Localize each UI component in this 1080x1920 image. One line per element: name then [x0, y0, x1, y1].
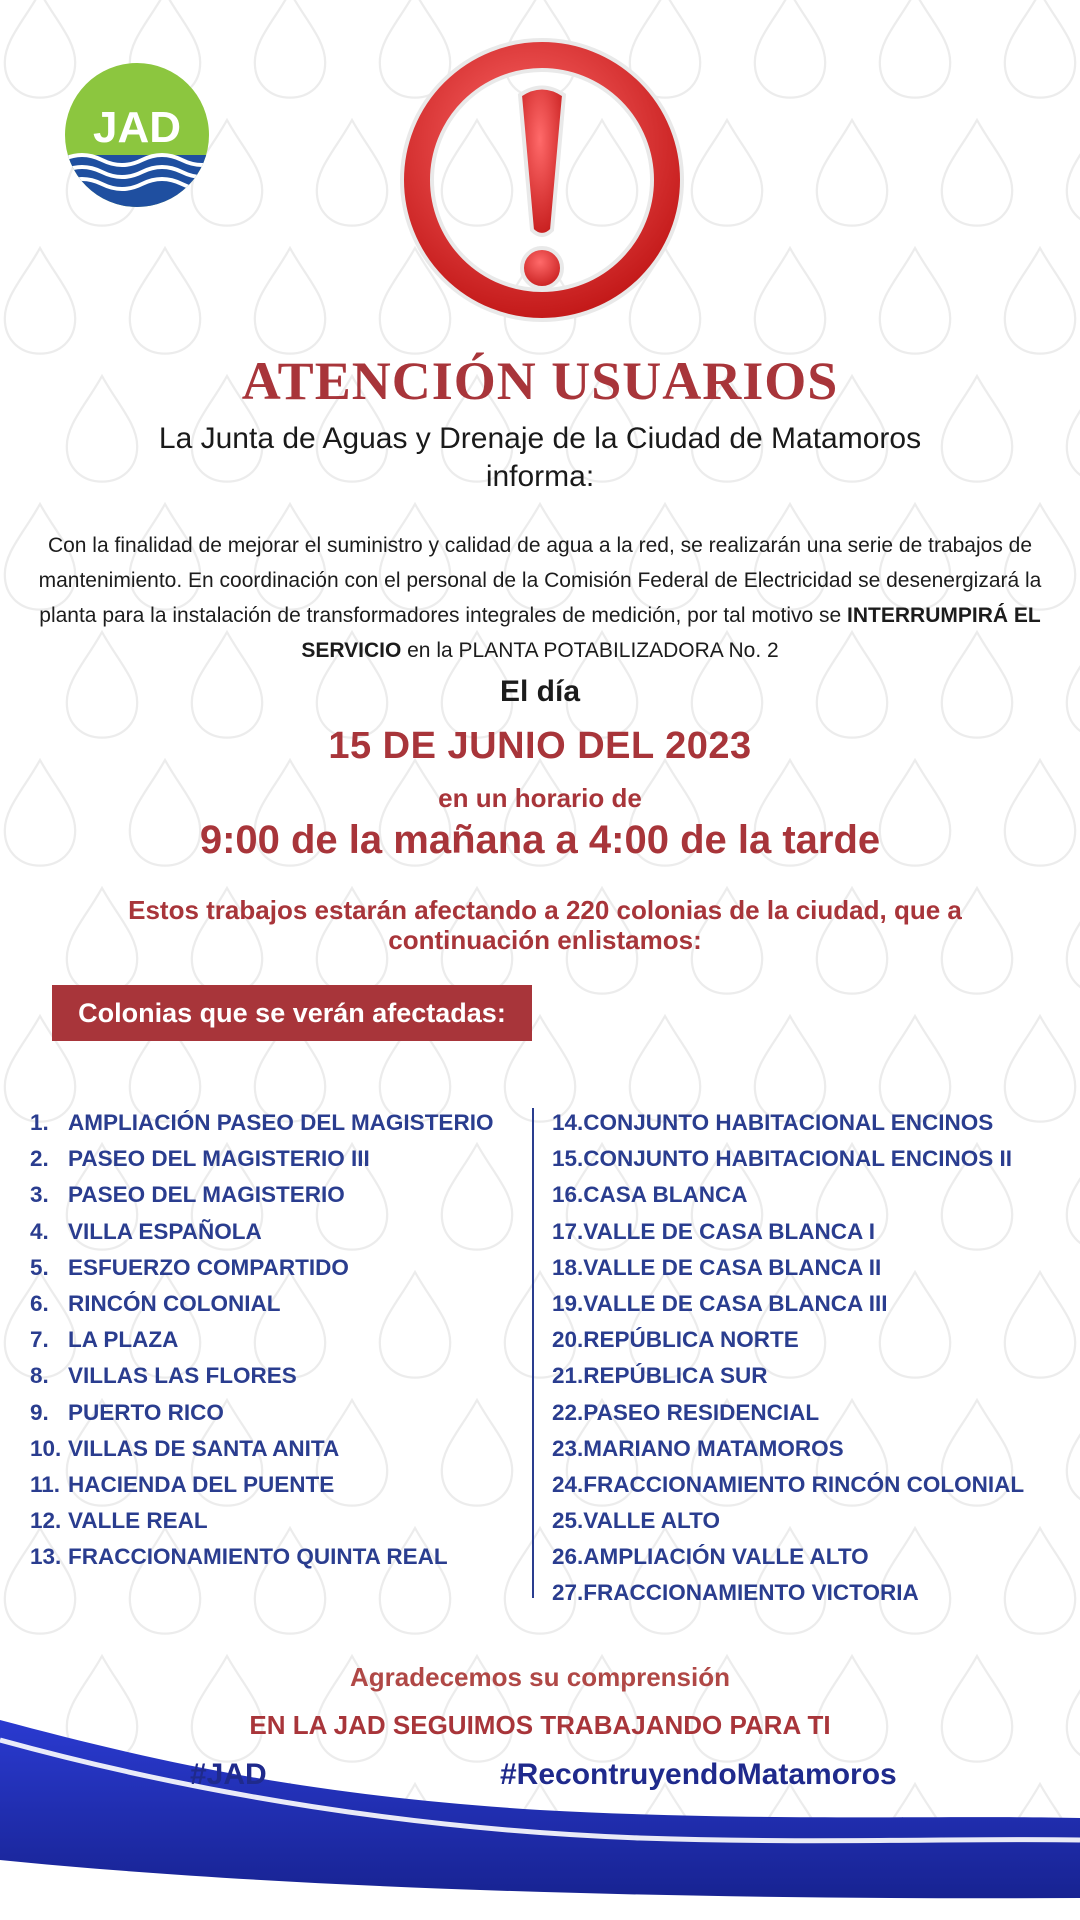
colonia-name: VALLE ALTO: [583, 1508, 720, 1534]
announcement-body: [14, 528, 1066, 668]
colonia-name: VALLE DE CASA BLANCA I: [583, 1218, 875, 1244]
body-text-part-1: Con la finalidad de mejorar el suministro y calidad de agua a la red, se realizarán una serie de trabajos de mantenimiento. En coordinación con el personal de la Comisión Federal de Electricidad se desenergizará la planta para la instalación de transformadores integrales de medición, por tal motivo se: [38, 534, 1042, 627]
colonia-number: 21.: [552, 1363, 584, 1389]
water-drop-icon: [880, 0, 950, 98]
colonia-name: LA PLAZA: [68, 1327, 179, 1353]
colonia-name: CASA BLANCA: [583, 1182, 748, 1208]
colonia-number: 6.: [30, 1290, 49, 1316]
colonia-number: 15.: [552, 1146, 584, 1172]
affected-notice: [25, 895, 1065, 955]
colonia-number: 4.: [30, 1218, 49, 1244]
water-drop-icon: [1067, 888, 1080, 994]
colonia-list-item: [30, 1177, 493, 1213]
subtitle-line-2: informa:: [485, 460, 595, 493]
colonia-list-item: [552, 1539, 1024, 1575]
colonia-name: VILLAS LAS FLORES: [68, 1363, 297, 1389]
colonia-list-item: [30, 1214, 493, 1250]
list-divider: [532, 1108, 534, 1598]
water-drop-icon: [317, 120, 387, 226]
water-drop-icon: [880, 248, 950, 354]
colonia-number: 26.: [552, 1544, 584, 1570]
water-drop-icon: [755, 0, 825, 98]
colonia-name: PASEO DEL MAGISTERIO III: [68, 1146, 370, 1172]
water-drop-icon: [130, 248, 200, 354]
subtitle-line-1: La Junta de Aguas y Drenaje de la Ciudad de Matamoros: [158, 422, 922, 455]
water-drop-icon: [1067, 120, 1080, 226]
water-drop-icon: [1005, 248, 1075, 354]
colonia-number: 7.: [30, 1327, 49, 1353]
colonia-number: 1.: [30, 1110, 49, 1135]
colonia-list-item: [30, 1467, 493, 1503]
colonia-list-item: [552, 1575, 1024, 1611]
colonia-number: 24.: [552, 1471, 584, 1497]
colonia-number: 18.: [552, 1254, 584, 1280]
colonia-number: 27.: [552, 1580, 584, 1606]
colonia-list-item: [30, 1431, 493, 1467]
colonia-name: VALLE DE CASA BLANCA III: [583, 1290, 888, 1316]
colonia-list-item: [552, 1250, 1024, 1286]
colonia-number: 9.: [30, 1399, 49, 1425]
hashtag-reconstruyendo: #RecontruyendoMatamoros: [500, 1758, 897, 1791]
colonia-name: VALLE DE CASA BLANCA II: [583, 1254, 882, 1280]
water-drop-icon: [942, 120, 1012, 226]
colonia-name: PASEO DEL MAGISTERIO: [68, 1182, 345, 1208]
colonia-name: RINCÓN COLONIAL: [68, 1290, 281, 1316]
colonia-number: 17.: [552, 1218, 584, 1244]
body-text-bold: INTERRUMPIRÁ EL SERVICIO: [301, 604, 1041, 662]
colonia-number: 20.: [552, 1327, 584, 1353]
colonia-name: ESFUERZO COMPARTIDO: [68, 1254, 349, 1280]
colonia-list-item: [552, 1467, 1024, 1503]
colonia-number: 16.: [552, 1182, 584, 1208]
colonia-name: CONJUNTO HABITACIONAL ENCINOS II: [583, 1146, 1013, 1172]
colonias-list-right: [552, 1105, 1024, 1612]
horario-label: en un horario de: [438, 783, 642, 813]
colonia-list-item: [30, 1539, 493, 1575]
water-drop-icon: [1067, 1144, 1080, 1250]
colonia-number: 10.: [30, 1435, 62, 1461]
slogan: EN LA JAD SEGUIMOS TRABAJANDO PARA TI: [249, 1710, 831, 1740]
date-heading: 15 DE JUNIO DEL 2023: [328, 725, 752, 767]
colonia-number: 23.: [552, 1435, 584, 1461]
hashtag-jad: #JAD: [190, 1758, 267, 1791]
colonia-name: MARIANO MATAMOROS: [583, 1435, 844, 1461]
colonia-name: REPÚBLICA SUR: [583, 1363, 768, 1389]
exclamation-circle-icon: [392, 30, 692, 330]
colonia-list-item: [30, 1105, 493, 1141]
affected-notice-line-2: continuación enlistamos:: [388, 925, 702, 955]
subtitle: [0, 420, 1080, 496]
colonia-number: 5.: [30, 1254, 49, 1280]
water-drop-icon: [817, 120, 887, 226]
colonia-list-item: [552, 1141, 1024, 1177]
colonia-list-item: [552, 1503, 1024, 1539]
logo-text: JAD: [92, 103, 182, 152]
colonia-number: 3.: [30, 1182, 49, 1208]
colonias-list-left: [30, 1105, 493, 1575]
colonia-name: CONJUNTO HABITACIONAL ENCINOS: [583, 1110, 994, 1135]
colonia-list-item: [552, 1431, 1024, 1467]
colonia-number: 2.: [30, 1146, 49, 1172]
colonia-name: PASEO RESIDENCIAL: [583, 1399, 820, 1425]
colonia-list-item: [552, 1358, 1024, 1394]
colonia-name: AMPLIACIÓN VALLE ALTO: [583, 1544, 869, 1570]
colonia-list-item: [552, 1105, 1024, 1141]
colonia-number: 22.: [552, 1399, 584, 1425]
colonia-list-item: [30, 1503, 493, 1539]
thanks-message: Agradecemos su comprensión: [350, 1662, 730, 1692]
time-range: 9:00 de la mañana a 4:00 de la tarde: [199, 818, 881, 862]
water-drop-icon: [255, 248, 325, 354]
colonia-name: FRACCIONAMIENTO RINCÓN COLONIAL: [583, 1471, 1025, 1497]
colonia-list-item: [552, 1286, 1024, 1322]
colonias-banner: Colonias que se verán afectadas:: [52, 985, 532, 1041]
affected-notice-line-1: Estos trabajos estarán afectando a 220 colonias de la ciudad, que a: [128, 895, 962, 925]
page-title: ATENCIÓN USUARIOS: [241, 351, 839, 411]
colonia-number: 13.: [30, 1544, 62, 1570]
colonia-list-item: [552, 1177, 1024, 1213]
colonia-name: VILLAS DE SANTA ANITA: [68, 1435, 340, 1461]
colonia-name: PUERTO RICO: [68, 1399, 224, 1425]
colonia-list-item: [30, 1358, 493, 1394]
jad-logo: [62, 60, 212, 210]
el-dia-label: El día: [499, 675, 581, 708]
colonia-name: REPÚBLICA NORTE: [583, 1327, 799, 1353]
colonia-list-item: [552, 1395, 1024, 1431]
colonia-list-item: [30, 1250, 493, 1286]
colonia-list-item: [30, 1141, 493, 1177]
colonia-name: FRACCIONAMIENTO VICTORIA: [583, 1580, 919, 1606]
water-drop-icon: [692, 120, 762, 226]
colonia-name: HACIENDA DEL PUENTE: [68, 1471, 335, 1497]
colonia-number: 25.: [552, 1508, 584, 1534]
colonia-name: VILLA ESPAÑOLA: [68, 1218, 262, 1244]
colonia-list-item: [30, 1286, 493, 1322]
water-drop-icon: [1067, 1400, 1080, 1506]
colonia-name: FRACCIONAMIENTO QUINTA REAL: [68, 1544, 448, 1570]
colonia-number: 14.: [552, 1110, 584, 1135]
colonia-list-item: [552, 1322, 1024, 1358]
water-drop-icon: [1005, 0, 1075, 98]
water-drop-icon: [5, 248, 75, 354]
colonia-number: 12.: [30, 1508, 62, 1534]
colonia-list-item: [30, 1322, 493, 1358]
water-drop-icon: [755, 248, 825, 354]
water-drop-icon: [255, 0, 325, 98]
colonia-name: VALLE REAL: [68, 1508, 208, 1534]
colonia-number: 19.: [552, 1290, 584, 1316]
colonia-list-item: [552, 1214, 1024, 1250]
colonia-number: 11.: [30, 1471, 61, 1497]
colonia-list-item: [30, 1395, 493, 1431]
body-text-part-2: en la PLANTA POTABILIZADORA No. 2: [401, 639, 779, 662]
colonia-number: 8.: [30, 1363, 49, 1389]
colonia-name: AMPLIACIÓN PASEO DEL MAGISTERIO: [68, 1110, 494, 1135]
